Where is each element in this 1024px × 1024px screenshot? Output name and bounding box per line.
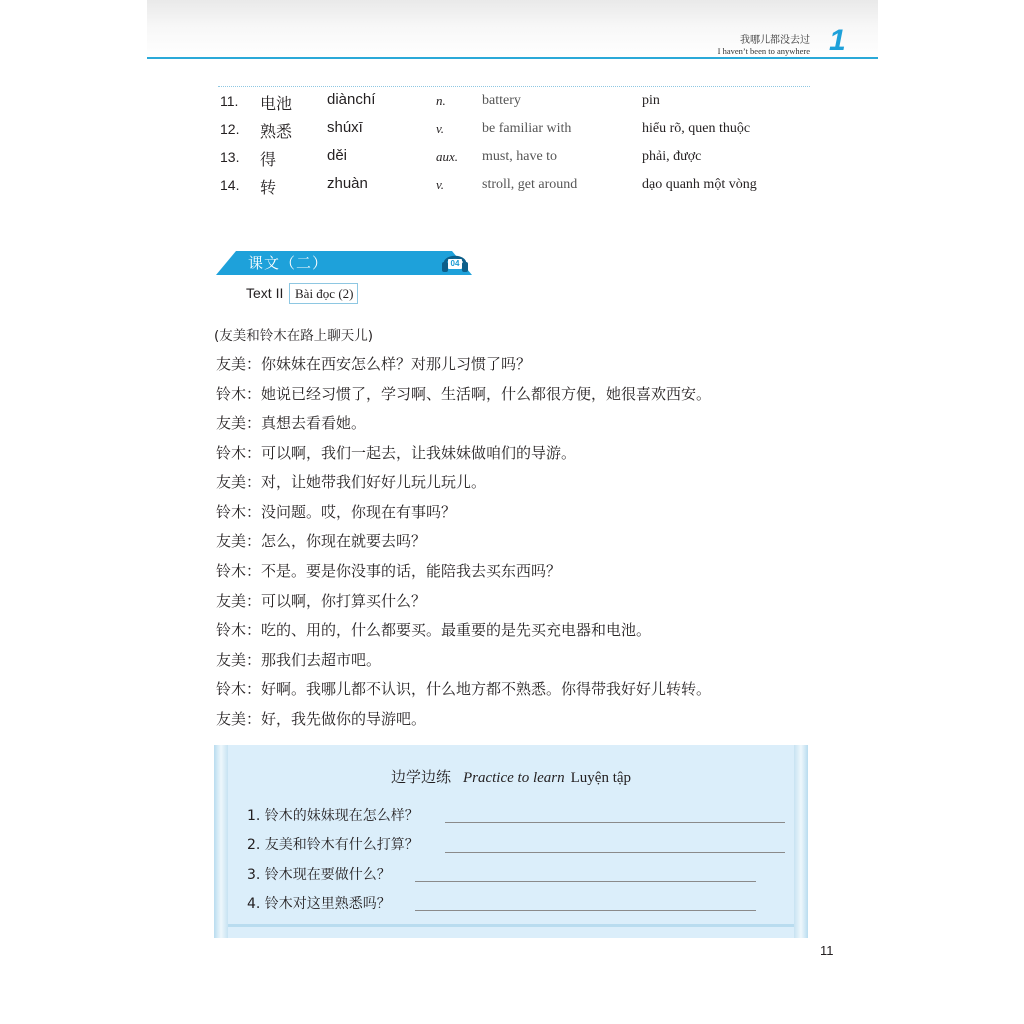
vocab-row [220,90,820,114]
scene-description: (友美和铃木在路上聊天儿) [214,328,374,344]
vocab-part-of-speech: n. [436,93,446,108]
vocab-english: must, have to [482,149,558,164]
practice-title [228,766,794,787]
dialogue-line: 友美：可以啊，你打算买什么？ [216,592,427,610]
practice-title-vi: Luyện tập [570,770,632,786]
vocab-character: 熟悉 [260,122,293,141]
dialogue-line: 友美：那我们去超市吧。 [216,651,382,669]
dialogue-line: 铃木：吃的、用的，什么都要买。最重要的是先买充电器和电池。 [216,621,652,639]
vocab-vietnamese: hiểu rõ, quen thuộc [642,121,751,136]
chapter-title-cn: 我哪儿都没去过 [740,35,810,46]
vocab-vietnamese: dạo quanh một vòng [642,177,757,192]
answer-line[interactable] [445,822,785,823]
dialogue-line: 友美：你妹妹在西安怎么样？对那儿习惯了吗？ [216,355,532,373]
dialogue-line: 铃木：她说已经习惯了，学习啊、生活啊，什么都很方便，她很喜欢西安。 [216,385,712,403]
vocab-english: be familiar with [482,121,572,136]
vocab-number: 12. [220,121,240,137]
practice-question: 3. 铃木现在要做什么？ [247,867,391,883]
vocab-part-of-speech: v. [436,177,445,192]
chapter-number: 1 [829,24,846,57]
vocab-vietnamese: pin [642,93,660,108]
dialogue-line: 铃木：可以啊，我们一起去，让我妹妹做咱们的导游。 [216,444,577,462]
vocab-character: 转 [260,178,277,197]
vocab-row [220,174,820,198]
text-title-vi: Bài đọc (2) [289,283,358,304]
practice-question: 1. 铃木的妹妹现在怎么样？ [247,808,419,824]
practice-title-en: Practice to learn [462,770,565,786]
vocab-english: battery [482,93,521,108]
vocab-character: 得 [260,150,277,169]
scroll-left-edge [214,745,228,938]
vocab-part-of-speech: aux. [436,149,459,164]
section-banner-label: 课文（二） [248,254,329,272]
dialogue-line: 友美：怎么，你现在就要去吗？ [216,532,427,550]
chapter-title-en: I haven’t been to anywhere [717,46,810,56]
answer-line[interactable] [415,881,756,882]
dialogue-line: 铃木：不是。要是你没事的话，能陪我去买东西吗？ [216,562,562,580]
vocab-character: 电池 [260,94,293,113]
vocab-pinyin: diànchí [327,91,376,108]
practice-title-cn: 边学边练 [390,768,451,786]
scroll-bottom-edge [228,924,794,927]
vocab-number: 11. [220,93,239,109]
vocab-row [220,146,820,170]
vocab-part-of-speech: v. [436,121,445,136]
vocab-pinyin: shúxī [327,119,363,136]
practice-question: 4. 铃木对这里熟悉吗？ [247,896,391,912]
vocab-divider [218,86,810,87]
vocab-row [220,118,820,142]
dialogue-line: 友美：好，我先做你的导游吧。 [216,710,427,728]
vocab-number: 14. [220,177,240,193]
dialogue-line: 铃木：好啊。我哪儿都不认识，什么地方都不熟悉。你得带我好好儿转转。 [216,680,712,698]
text-title-en: Text II [246,285,284,301]
audio-track-number: 04 [450,259,460,268]
header-divider [147,57,878,59]
page-number: 11 [820,943,834,958]
vocab-number: 13. [220,149,240,165]
practice-question: 2. 友美和铃木有什么打算？ [247,837,419,853]
vocab-english: stroll, get around [482,177,578,192]
vocab-vietnamese: phải, được [642,149,702,164]
answer-line[interactable] [415,910,756,911]
vocab-pinyin: děi [327,147,348,164]
dialogue-line: 友美：对，让她带我们好好儿玩儿玩儿。 [216,473,487,491]
vocab-pinyin: zhuàn [327,175,368,192]
dialogue-line: 铃木：没问题。哎，你现在有事吗？ [216,503,457,521]
answer-line[interactable] [445,852,785,853]
scroll-right-edge [794,745,808,938]
dialogue-line: 友美：真想去看看她。 [216,414,367,432]
